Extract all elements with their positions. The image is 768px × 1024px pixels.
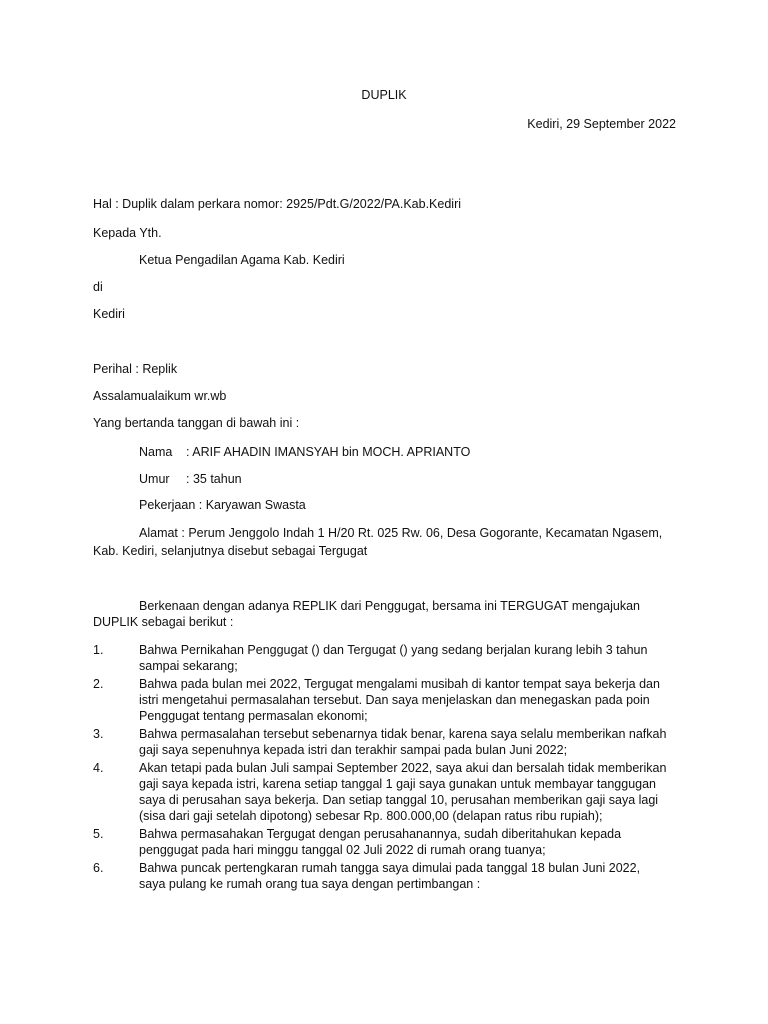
list-item-text: Bahwa pada bulan mei 2022, Tergugat mengalami musibah di kantor tempat saya bekerja dan istri mengetahui permasalahan tersebut. Dan saya menjelaskan dan menegaskan pada poin Penggugat tentang permasalan ekonomi;	[139, 677, 660, 723]
perihal-line: Perihal : Replik	[93, 362, 178, 376]
list-item-text: Bahwa permasalahan tersebut sebenarnya tidak benar, karena saya selalu memberikan nafkah gaji saya sepenuhnya kepada istri dan terakhir sampai pada bulan Juni 2022;	[139, 727, 667, 757]
city: Kediri	[93, 307, 125, 321]
name-label: Nama	[139, 445, 173, 459]
duplik-points-list	[93, 642, 668, 894]
greeting: Assalamualaikum wr.wb	[93, 389, 227, 403]
document-title: DUPLIK	[361, 88, 407, 102]
list-item-number: 3.	[93, 727, 104, 741]
list-item	[93, 760, 668, 824]
identity-occupation: Pekerjaan : Karyawan Swasta	[139, 498, 306, 512]
identity-address-line1: Alamat : Perum Jenggolo Indah 1 H/20 Rt. 025 Rw. 06, Desa Gogorante, Kecamatan Ngasem,	[139, 526, 663, 540]
addressee-label: Kepada Yth.	[93, 226, 162, 240]
list-item-text: Bahwa puncak pertengkaran rumah tangga saya dimulai pada tanggal 18 bulan Juni 2022, saya pulang ke rumah orang tua saya dengan pertimbangan :	[139, 861, 641, 891]
list-item-number: 5.	[93, 827, 104, 841]
subject-line: Hal : Duplik dalam perkara nomor: 2925/Pdt.G/2022/PA.Kab.Kediri	[93, 197, 462, 211]
list-item-number: 6.	[93, 861, 104, 875]
list-item	[93, 726, 668, 758]
di-label: di	[93, 280, 103, 294]
name-value: : ARIF AHADIN IMANSYAH bin MOCH. APRIANTO	[186, 445, 471, 459]
intro-line: Yang bertanda tanggan di bawah ini :	[93, 416, 300, 430]
place-date: Kediri, 29 September 2022	[527, 117, 676, 131]
list-item-number: 4.	[93, 761, 104, 775]
age-value: : 35 tahun	[186, 472, 242, 486]
recipient: Ketua Pengadilan Agama Kab. Kediri	[139, 253, 345, 267]
identity-name	[139, 444, 470, 460]
list-item	[93, 826, 668, 858]
list-item	[93, 860, 668, 892]
list-item-text: Bahwa permasahakan Tergugat dengan perusahanannya, sudah diberitahukan kepada penggugat pada hari minggu tanggal 02 Juli 2022 di rumah orang tuanya;	[139, 827, 622, 857]
opening-line2: DUPLIK sebagai berikut :	[93, 615, 234, 629]
list-item-number: 1.	[93, 643, 104, 657]
list-item-number: 2.	[93, 677, 104, 691]
age-label: Umur	[139, 472, 170, 486]
list-item	[93, 642, 668, 674]
list-item-text: Akan tetapi pada bulan Juli sampai September 2022, saya akui dan bersalah tidak memberikan gaji saya kepada istri, karena setiap tanggal 1 gaji saya gunakan untuk membayar tanggugan saya di perusahan saya bekerja. Dan setiap tanggal 10, perusahan memberikan gaji saya lagi (sisa dari gaji setelah dipotong) sebesar Rp. 800.000,00 (delapan ratus ribu rupiah);	[139, 761, 667, 823]
opening-line1: Berkenaan dengan adanya REPLIK dari Penggugat, bersama ini TERGUGAT mengajukan	[139, 599, 641, 613]
identity-address-line2: Kab. Kediri, selanjutnya disebut sebagai Tergugat	[93, 544, 368, 558]
list-item	[93, 676, 668, 724]
identity-age	[139, 471, 242, 487]
list-item-text: Bahwa Pernikahan Penggugat () dan Tergugat () yang sedang berjalan kurang lebih 3 tahun sampai sekarang;	[139, 643, 648, 673]
